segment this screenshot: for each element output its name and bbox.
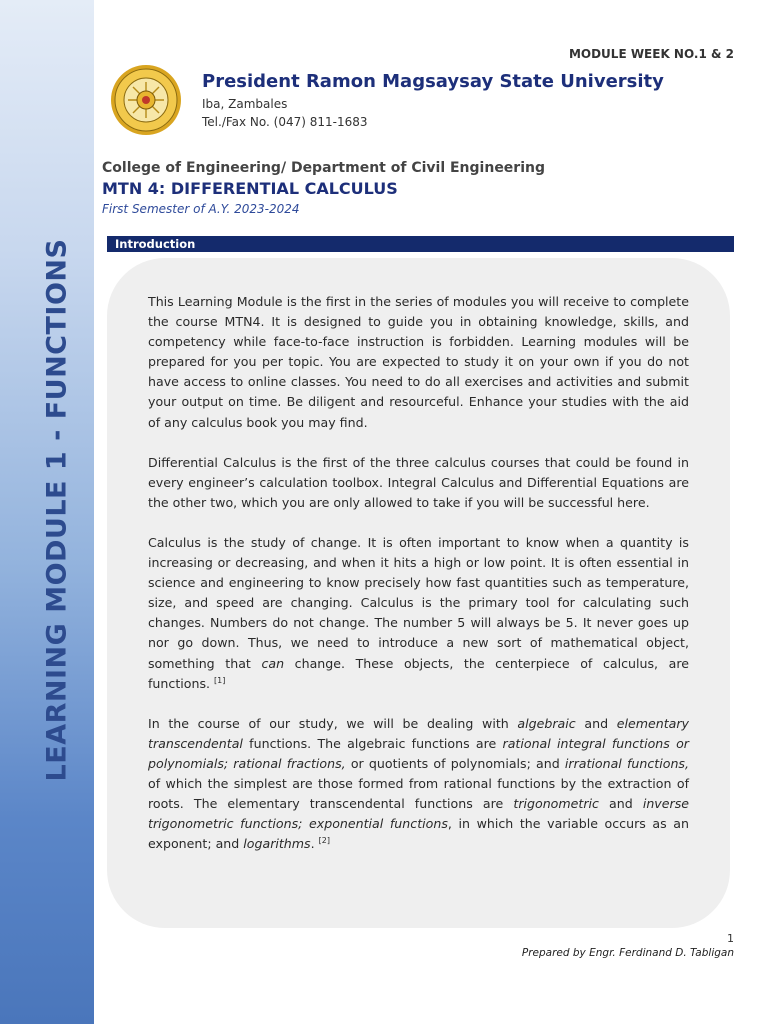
sidebar-band [0, 0, 94, 1024]
introduction-body [148, 292, 689, 874]
paragraph-2: Differential Calculus is the first of the three calculus courses that could be found in every engineer’s calculation toolbox. Integral Calculus and Differential Equations are the other two, which you are only allowed to take if you will be successful here. [148, 454, 689, 510]
module-title-vertical: LEARNING MODULE 1 - FUNCTIONS [41, 238, 73, 782]
prepared-by-credit: Prepared by Engr. Ferdinand D. Tabligan [521, 947, 734, 959]
course-title: MTN 4: DIFFERENTIAL CALCULUS [102, 179, 398, 198]
university-telephone: Tel./Fax No. (047) 811-1683 [202, 115, 368, 129]
reference-marker: [1] [214, 675, 226, 685]
university-address: Iba, Zambales [202, 97, 288, 111]
paragraph-1: This Learning Module is the first in the series of modules you will receive to complete the course MTN4. It is designed to guide you in obtaining knowledge, skills, and competency while face-to-face instruction is forbidden. Learning modules will be prepared for you per topic. You are expected to study it on your own if you do not have access to online classes. You need to do all exercises and activities and submit your output on time. Be diligent and resourceful. Enhance your studies with the aid of any calculus book you may find. [148, 294, 689, 430]
paragraph-3: Calculus is the study of change. It is often important to know when a quantity is increasing or decreasing, and when it hits a high or low point. It is often essential in science and engineering to know precisely how fast quantities such as temperature, size, and speed are changing. Calculus is the primary tool for calculating such changes. Numbers do not change. The number 5 will always be 5. It never goes up nor go down. Thus, we need to introduce a new sort of mathematical object, something that can change. These objects, the centerpiece of calculus, are functions. [1] [148, 534, 689, 691]
page-number: 1 [727, 932, 734, 945]
college-department: College of Engineering/ Department of Civil Engineering [102, 160, 545, 176]
reference-marker: [2] [318, 836, 330, 846]
paragraph-4: In the course of our study, we will be dealing with algebraic and elementary transcendental functions. The algebraic functions are rational integral functions or polynomials; rational fractions, or quotients of polynomials; and irrational functions, of which the simplest are those formed from rational functions by the extraction of roots. The elementary transcendental functions are trigonometric and inverse trigonometric functions; exponential functions, in which the variable occurs as an exponent; and logarithms. [2] [148, 715, 690, 852]
module-week-label: MODULE WEEK NO.1 & 2 [568, 47, 734, 61]
university-seal-logo [110, 64, 182, 136]
semester-label: First Semester of A.Y. 2023-2024 [102, 202, 300, 216]
section-header-bar [107, 236, 734, 252]
university-name: President Ramon Magsaysay State University [202, 71, 664, 92]
section-title: Introduction [115, 237, 196, 251]
